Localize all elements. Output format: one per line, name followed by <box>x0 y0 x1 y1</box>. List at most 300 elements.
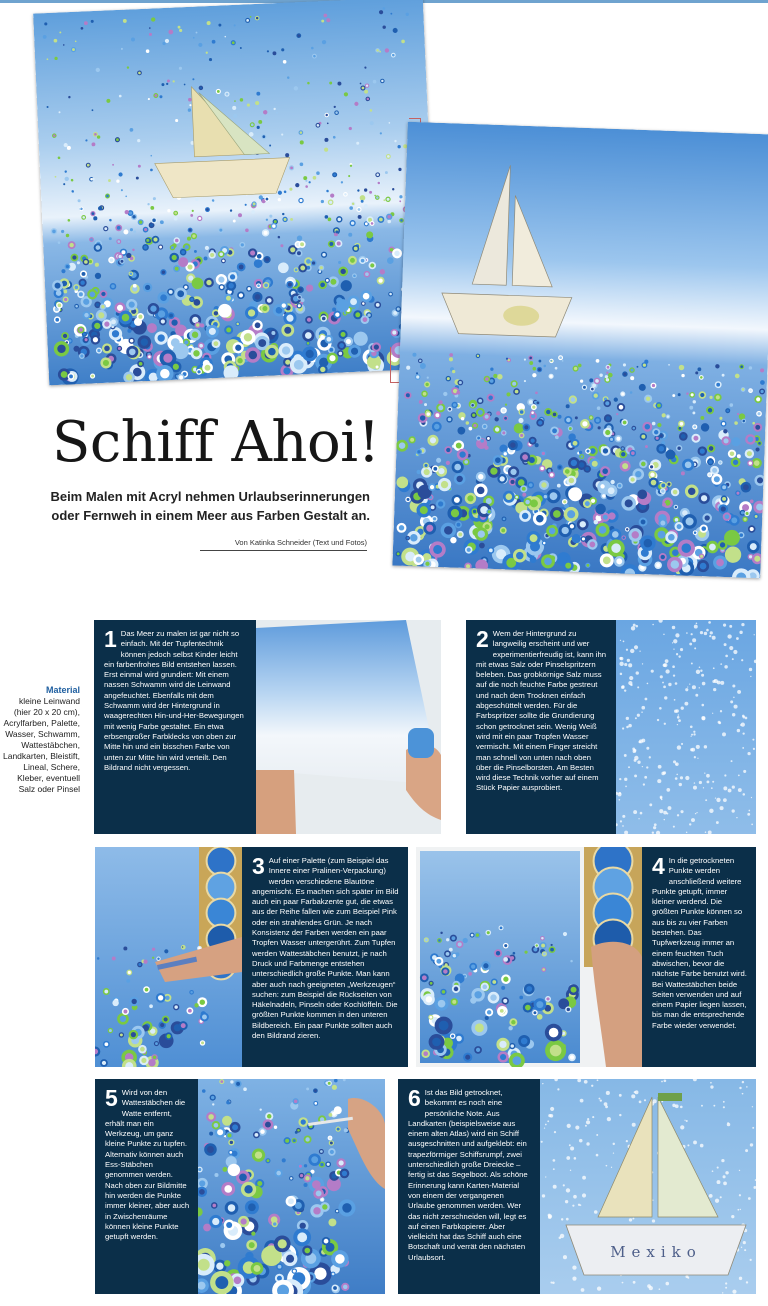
paint-dot-inner <box>297 1129 300 1132</box>
salt-speck <box>730 700 733 703</box>
salt-speck <box>741 1247 742 1248</box>
paint-dot <box>306 1087 309 1090</box>
salt-speck <box>693 786 697 790</box>
salt-speck <box>628 663 632 667</box>
salt-speck <box>732 684 735 687</box>
paint-dot-inner <box>200 999 205 1004</box>
salt-speck <box>677 724 678 725</box>
paint-dot-inner <box>320 1163 323 1166</box>
salt-speck <box>628 766 630 768</box>
salt-speck <box>634 759 637 762</box>
paint-dot <box>303 1183 307 1187</box>
salt-speck <box>606 1091 610 1095</box>
salt-speck <box>694 756 696 758</box>
salt-speck <box>719 722 722 725</box>
paint-dot-inner <box>198 1259 210 1271</box>
paint-dot-inner <box>236 1082 240 1086</box>
paint-dot-inner <box>305 1137 309 1141</box>
paint-dot-inner <box>188 1009 192 1013</box>
paint-dot <box>274 1126 277 1129</box>
salt-speck <box>652 1219 655 1222</box>
paint-dot <box>328 1113 332 1117</box>
salt-speck <box>668 806 672 810</box>
paint-dot-inner <box>430 982 433 985</box>
paint-dot <box>440 932 442 934</box>
salt-speck <box>596 1154 599 1157</box>
salt-speck <box>743 1241 746 1244</box>
salt-speck <box>694 647 696 649</box>
salt-speck <box>627 659 630 662</box>
salt-speck <box>697 758 698 759</box>
salt-speck <box>652 832 654 834</box>
paint-dot-inner <box>157 958 159 960</box>
salt-speck <box>673 639 677 643</box>
paint-dot-inner <box>255 1151 262 1158</box>
salt-speck <box>701 674 704 677</box>
salt-speck <box>566 1188 570 1192</box>
salt-speck <box>663 771 666 774</box>
salt-speck <box>646 766 648 768</box>
salt-speck <box>704 772 705 773</box>
salt-speck <box>622 1282 624 1284</box>
salt-speck <box>643 783 645 785</box>
salt-speck <box>709 809 713 813</box>
paint-dot-inner <box>536 944 538 946</box>
salt-speck <box>607 1117 611 1121</box>
step-1-text: Das Meer zu malen ist gar nicht so einfach. Mit der Tupfentechnik können jedoch selbst Kinder leicht ein farbenfrohes Bild entstehen lassen. Erst einmal wird grundiert: Mit einem nassen Schwamm wird die Leinwand angefeuchtet. Ebenfalls mit dem Schwamm wird der Hintergrund in waagerechten Hin-und-Her-Bewegungen mit wenig Farbe gestaltet. Ein etwa erbsengroßer Farbklecks von oben zur Mitte hin und ein bisschen Farbe von unten zur Mitte hin wird verteilt. Den Bildrand nicht vergessen. <box>104 629 244 772</box>
paint-dot-inner <box>335 1254 345 1264</box>
paint-dot-inner <box>432 1038 441 1047</box>
paint-dot-inner <box>451 1035 454 1038</box>
salt-speck <box>724 643 727 646</box>
salt-speck <box>619 1114 621 1116</box>
salt-speck <box>685 1275 688 1278</box>
paint-dot-inner <box>343 1285 348 1290</box>
salt-speck <box>710 631 713 634</box>
salt-speck <box>605 1105 608 1108</box>
salt-speck <box>573 1195 577 1199</box>
salt-speck <box>717 1167 719 1169</box>
paint-dot-inner <box>273 1222 276 1225</box>
salt-speck <box>664 723 666 725</box>
paint-dot-inner <box>503 977 508 982</box>
salt-speck <box>633 1281 636 1284</box>
salt-speck <box>696 622 698 624</box>
salt-speck <box>732 809 735 812</box>
salt-speck <box>604 1102 608 1106</box>
step-1-panel <box>94 620 441 834</box>
paint-dot-inner <box>333 1286 337 1290</box>
paint-dot-inner <box>333 1267 338 1272</box>
salt-speck <box>725 1171 728 1174</box>
salt-speck <box>660 797 663 800</box>
salt-speck <box>600 1099 602 1101</box>
salt-speck <box>623 641 625 643</box>
paint-dot-inner <box>533 947 537 951</box>
paint-dot-inner <box>330 1150 334 1154</box>
step-5-panel <box>95 1079 385 1294</box>
salt-speck <box>622 727 624 729</box>
salt-speck <box>552 1282 555 1285</box>
salt-speck <box>561 1218 563 1220</box>
paint-dot <box>149 1004 153 1008</box>
salt-speck <box>660 675 663 678</box>
salt-speck <box>709 1194 713 1198</box>
paint-dot-inner <box>229 1151 232 1154</box>
salt-speck <box>695 813 696 814</box>
paint-dot-inner <box>521 1038 528 1045</box>
salt-speck <box>739 631 742 634</box>
paint-dot-inner <box>511 1020 515 1024</box>
salt-speck <box>750 676 751 677</box>
paint-dot-inner <box>120 1016 126 1022</box>
material-heading: Material <box>45 685 80 695</box>
paint-dot <box>214 1173 218 1177</box>
paint-dot-inner <box>128 971 131 974</box>
paint-dot-inner <box>109 1029 112 1032</box>
step-4-text: In die getrockneten Punkte werden anschließend weitere Punkte getupft, immer kleiner werdend. Die größten Punkte können so aus bis zu vier Farben bestehen. Das Tupfwerkzeug immer an einem feuchten Tuch abwischen, bevor die nächste Farbe benutzt wird. Bei Wattestäbchen beide Seiten verwenden und auf einem Papier liegen lassen, bis man die entsprechende Farbe wieder verwendet. <box>652 856 747 1030</box>
paint-dot <box>260 1108 262 1110</box>
salt-speck <box>706 629 709 632</box>
paint-dot-inner <box>500 1054 506 1060</box>
salt-speck <box>570 1170 571 1171</box>
salt-speck <box>725 1287 727 1289</box>
paint-dot-inner <box>155 1042 158 1045</box>
paint-dot-inner <box>423 1051 428 1056</box>
paint-dot-inner <box>458 942 462 946</box>
salt-speck <box>619 778 621 780</box>
salt-speck <box>639 1101 642 1104</box>
paint-dot-inner <box>549 1028 559 1038</box>
salt-speck <box>637 714 640 717</box>
salt-speck <box>720 1196 722 1198</box>
paint-dot-inner <box>439 1021 449 1031</box>
salt-speck <box>733 697 734 698</box>
paint-dot-inner <box>324 1239 329 1244</box>
paint-dot-inner <box>224 1168 227 1171</box>
salt-speck <box>629 676 633 680</box>
salt-speck <box>597 1287 601 1291</box>
paint-dot <box>501 986 505 990</box>
salt-speck <box>709 635 711 637</box>
step-6-photo <box>540 1079 756 1294</box>
salt-speck <box>753 748 755 750</box>
step-2-panel <box>466 620 756 834</box>
paint-dot-inner <box>492 980 496 984</box>
paint-dot <box>182 946 183 947</box>
salt-speck <box>702 717 706 721</box>
salt-speck <box>580 1099 584 1103</box>
paint-dot-inner <box>487 1010 491 1014</box>
paint-dot-inner <box>512 1056 521 1065</box>
paint-dot-inner <box>114 1001 118 1005</box>
salt-speck <box>579 1204 581 1206</box>
salt-speck <box>689 823 691 825</box>
salt-speck <box>624 663 627 666</box>
paint-dot <box>126 979 130 983</box>
paint-dot-inner <box>500 1009 504 1013</box>
salt-speck <box>743 793 746 796</box>
step-4-text-block <box>642 847 756 1067</box>
salt-speck <box>641 711 643 713</box>
salt-speck <box>635 717 637 719</box>
material-list <box>2 685 80 795</box>
paint-dot-inner <box>290 1177 292 1179</box>
salt-speck <box>691 736 692 737</box>
paint-dot-inner <box>230 1141 233 1144</box>
salt-speck <box>724 665 727 668</box>
salt-speck <box>620 640 621 641</box>
salt-speck <box>597 1079 599 1081</box>
paint-dot-inner <box>526 986 532 992</box>
salt-speck <box>740 1209 741 1210</box>
paint-dot-inner <box>248 1203 256 1211</box>
salt-speck <box>700 670 702 672</box>
paint-dot-inner <box>202 1015 207 1020</box>
salt-speck <box>737 1209 739 1211</box>
paint-dot-inner <box>241 1218 247 1224</box>
salt-speck <box>701 1105 703 1107</box>
paint-dot <box>152 957 154 959</box>
salt-speck <box>647 683 649 685</box>
paint-dot-inner <box>438 1000 446 1008</box>
paint-dot-inner <box>266 1250 277 1261</box>
paint-dot-inner <box>174 1005 177 1008</box>
salt-speck <box>687 686 688 687</box>
paint-dot-inner <box>144 1026 148 1030</box>
salt-speck <box>586 1142 589 1145</box>
salt-speck <box>634 774 637 777</box>
paint-dot-inner <box>561 1001 567 1007</box>
paint-dot-inner <box>257 1181 262 1186</box>
salt-speck <box>676 653 678 655</box>
salt-speck <box>663 685 666 688</box>
salt-speck <box>738 774 740 776</box>
salt-speck <box>613 1152 614 1153</box>
salt-speck <box>672 642 673 643</box>
salt-speck <box>572 1266 576 1270</box>
palette-well <box>207 873 236 902</box>
salt-speck <box>702 682 706 686</box>
paint-dot-inner <box>471 965 475 969</box>
paint-dot-inner <box>452 1000 456 1004</box>
step-6-text-block <box>398 1079 540 1294</box>
paint-dot-inner <box>286 1255 294 1263</box>
salt-speck <box>699 781 702 784</box>
salt-speck <box>587 1118 589 1120</box>
paint-dot-inner <box>496 951 500 955</box>
paint-dot <box>570 960 572 962</box>
paint-dot-inner <box>276 1171 281 1176</box>
salt-speck <box>751 797 752 798</box>
salt-speck <box>710 1082 712 1084</box>
map-label-mexiko: Mexiko <box>610 1243 702 1261</box>
salt-speck <box>678 655 680 657</box>
salt-speck <box>675 763 677 765</box>
salt-speck <box>680 1106 683 1109</box>
salt-speck <box>579 1139 583 1143</box>
paint-dot-inner <box>167 1034 171 1038</box>
paint-dot-inner <box>314 1267 326 1279</box>
salt-speck <box>653 826 656 829</box>
salt-speck <box>677 716 680 719</box>
salt-speck <box>657 779 661 783</box>
salt-speck <box>712 1170 714 1172</box>
paint-dot-inner <box>199 1180 205 1186</box>
paint-dot-inner <box>339 1160 344 1165</box>
paint-dot-inner <box>536 1001 543 1008</box>
paint-dot-inner <box>504 944 507 947</box>
step-5-photo <box>198 1079 385 1294</box>
paint-dot-inner <box>138 963 141 966</box>
salt-speck <box>725 655 728 658</box>
salt-speck <box>626 649 628 651</box>
palette-well <box>207 899 236 928</box>
salt-speck <box>541 1141 543 1143</box>
salt-speck <box>712 781 714 783</box>
salt-speck <box>613 1143 615 1145</box>
paint-dot-inner <box>145 988 149 992</box>
salt-speck <box>720 681 724 685</box>
step-5-text: Wird von den Wattestäbchen die Watte entfernt, erhält man ein Werkzeug, um ganz kleine Punkte zu tupfen. Alternativ können auch Ess-Stäbchen genommen werden. Nach oben zur Bildmitte hin werden die Punkte immer kleiner, aber auch in Zwischenräume können kleine Punkte getupft werden. <box>105 1088 190 1242</box>
paint-dot-inner <box>541 944 545 948</box>
salt-speck <box>716 821 719 824</box>
paint-dot-inner <box>504 958 507 961</box>
paint-dot-inner <box>230 1166 237 1173</box>
paint-dot-inner <box>190 991 193 994</box>
paint-dot-inner <box>160 1023 164 1027</box>
paint-dot-inner <box>464 939 467 942</box>
paint-dot-inner <box>181 1023 186 1028</box>
salt-speck <box>664 696 667 699</box>
salt-speck <box>637 761 640 764</box>
salt-speck <box>626 1140 628 1142</box>
paint-dot-inner <box>487 931 490 934</box>
salt-speck <box>581 1288 585 1292</box>
salt-speck <box>720 710 722 712</box>
paint-dot-inner <box>288 1198 294 1204</box>
salt-speck <box>582 1193 586 1197</box>
salt-speck <box>736 817 737 818</box>
salt-speck <box>729 646 733 650</box>
salt-speck <box>695 694 698 697</box>
paint-dot-inner <box>227 1133 231 1137</box>
paint-dot-inner <box>454 987 459 992</box>
salt-speck <box>686 632 688 634</box>
salt-speck <box>550 1282 552 1284</box>
salt-speck <box>699 687 700 688</box>
paint-dot-inner <box>244 1185 252 1193</box>
paint-dot-inner <box>483 963 488 968</box>
salt-speck <box>673 760 676 763</box>
salt-speck <box>592 1116 594 1118</box>
salt-speck <box>675 777 678 780</box>
paint-dot <box>563 932 567 936</box>
salt-speck <box>625 786 627 788</box>
paint-dot-inner <box>158 995 163 1000</box>
salt-speck <box>750 1259 752 1261</box>
salt-speck <box>628 724 632 728</box>
step-1-text-block <box>94 620 256 834</box>
paint-dot-inner <box>329 1137 332 1140</box>
paint-dot-inner <box>104 990 108 994</box>
salt-speck <box>689 683 690 684</box>
salt-speck <box>681 706 684 709</box>
paint-dot-inner <box>332 1273 335 1276</box>
paint-dot <box>212 1103 214 1105</box>
salt-speck <box>729 625 732 628</box>
paint-dot-inner <box>476 1048 480 1052</box>
paint-dot-inner <box>132 999 137 1004</box>
paint-dot-inner <box>471 934 474 937</box>
salt-speck <box>554 1131 556 1133</box>
salt-speck <box>644 1099 646 1101</box>
paint-dot-inner <box>297 1232 307 1242</box>
paint-dot-inner <box>208 1114 214 1120</box>
step-4-photo <box>416 847 642 1067</box>
article-title: Schiff Ahoi! <box>52 410 380 475</box>
salt-speck <box>731 760 733 762</box>
step-2-text-block <box>466 620 616 834</box>
salt-speck <box>639 651 640 652</box>
article-byline: Von Katinka Schneider (Text und Fotos) <box>200 538 367 551</box>
salt-speck <box>673 648 674 649</box>
paint-dot-inner <box>102 1061 106 1065</box>
paint-dot-inner <box>320 1150 323 1153</box>
salt-speck <box>542 1194 545 1197</box>
salt-speck <box>659 707 662 710</box>
salt-speck <box>752 1127 754 1129</box>
salt-speck <box>632 747 635 750</box>
paint-dot-inner <box>500 926 503 929</box>
paint-dot-inner <box>327 1163 330 1166</box>
paint-dot-inner <box>474 991 481 998</box>
salt-speck <box>723 798 727 802</box>
salt-speck <box>664 1079 667 1082</box>
salt-speck <box>675 633 679 637</box>
salt-speck <box>631 1094 635 1098</box>
paint-dot-inner <box>330 1142 333 1145</box>
paint-dot-inner <box>165 996 169 1000</box>
paint-dot-inner <box>443 969 448 974</box>
salt-speck <box>691 748 695 752</box>
step-2-number: 2 <box>476 626 489 652</box>
step-3-text-block <box>242 847 408 1067</box>
salt-speck <box>742 1093 744 1095</box>
paint-dot-inner <box>267 1114 271 1118</box>
paint-dot <box>194 1003 198 1007</box>
salt-speck <box>636 671 639 674</box>
paint-dot-inner <box>550 948 554 952</box>
salt-speck <box>680 810 683 813</box>
salt-speck <box>723 1175 726 1178</box>
salt-speck <box>685 688 688 691</box>
paint-dot-inner <box>550 1045 562 1057</box>
salt-speck <box>675 709 678 712</box>
paint-dot-inner <box>333 1086 336 1089</box>
paint-dot-inner <box>198 1168 201 1171</box>
paint-dot-inner <box>293 1270 296 1273</box>
paint-dot-inner <box>503 999 507 1003</box>
paint-dot-inner <box>330 1220 334 1224</box>
paint-dot-inner <box>546 997 549 1000</box>
step-5-number: 5 <box>105 1085 118 1111</box>
step-2-photo <box>616 620 756 834</box>
salt-speck <box>585 1125 587 1127</box>
boat-painting-large <box>392 122 768 579</box>
salt-speck <box>619 1094 622 1097</box>
salt-speck <box>635 1090 639 1094</box>
